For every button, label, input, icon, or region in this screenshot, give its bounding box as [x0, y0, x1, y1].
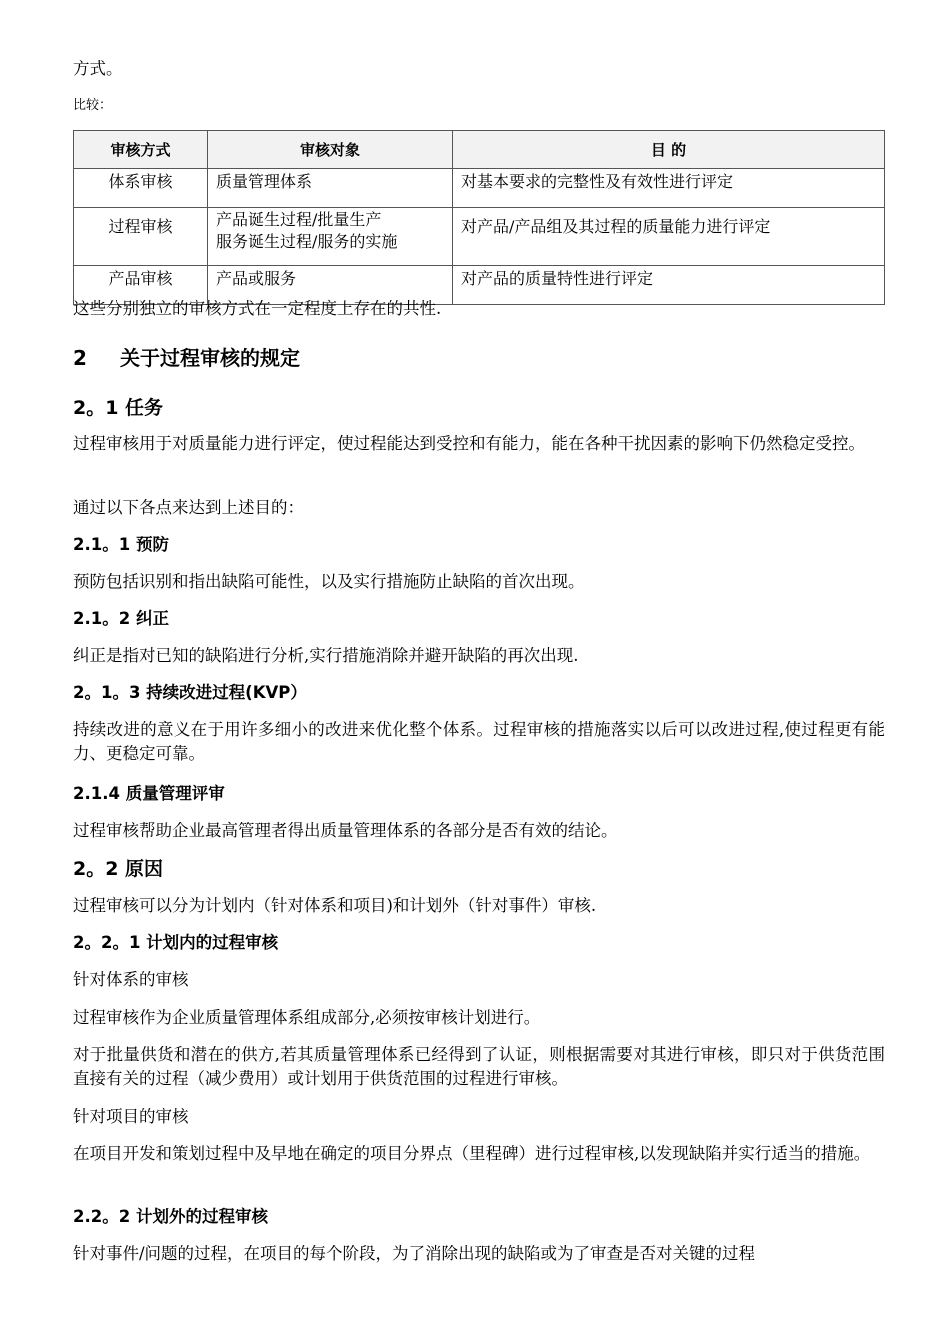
section-number: 2 [73, 346, 87, 370]
paragraph: 通过以下各点来达到上述目的： [73, 498, 304, 517]
paragraph: 过程审核作为企业质量管理体系组成部分,必须按审核计划进行。 [73, 1008, 541, 1027]
heading-2-1-2: 2.1。2 纠正 [73, 609, 169, 628]
paragraph: 在项目开发和策划过程中及早地在确定的项目分界点（里程碑）进行过程审核,以发现缺陷并实行适当的措施。 [73, 1144, 871, 1163]
audit-comparison-table [73, 130, 885, 305]
cell-object-line: 产品诞生过程/批量生产 [216, 210, 382, 229]
header-audit-method: 审核方式 [74, 131, 208, 169]
table-row [74, 208, 885, 266]
heading-2-2: 2。2 原因 [73, 858, 164, 880]
heading-2-2-2: 2.2。2 计划外的过程审核 [73, 1207, 268, 1226]
paragraph: 过程审核帮助企业最高管理者得出质量管理体系的各部分是否有效的结论。 [73, 821, 618, 840]
paragraph: 针对事件/问题的过程，在项目的每个阶段，为了消除出现的缺陷或为了审查是否对关键的过程 [73, 1244, 756, 1263]
table-header-row [74, 131, 885, 169]
heading-2-1-1: 2.1。1 预防 [73, 535, 169, 554]
cell-method: 产品审核 [74, 266, 208, 305]
cell-object: 产品或服务 [208, 266, 453, 305]
paragraph: 过程审核用于对质量能力进行评定，使过程能达到受控和有能力，能在各种干扰因素的影响下仍然稳定受控。 [73, 434, 865, 453]
heading-2-2-1: 2。2。1 计划内的过程审核 [73, 933, 279, 952]
paragraph: 对于批量供货和潜在的供方,若其质量管理体系已经得到了认证，则根据需要对其进行审核，即只对于供货范围直接有关的过程（减少费用）或计划用于供货范围的过程进行审核。 [73, 1045, 885, 1088]
compare-label: 比较： [73, 98, 113, 113]
header-purpose: 目 的 [453, 131, 885, 169]
heading-2-1-3: 2。1。3 持续改进过程(KVP） [73, 683, 307, 702]
cell-method: 过程审核 [74, 208, 208, 266]
cell-object-line: 服务诞生过程/服务的实施 [216, 232, 398, 251]
after-table-text: 这些分别独立的审核方式在一定程度上存在的共性. [73, 299, 442, 318]
paragraph: 过程审核可以分为计划内（针对体系和项目)和计划外（针对事件）审核. [73, 896, 597, 915]
header-audit-object: 审核对象 [208, 131, 453, 169]
paragraph: 预防包括识别和指出缺陷可能性，以及实行措施防止缺陷的首次出现。 [73, 572, 585, 591]
cell-object: 质量管理体系 [208, 169, 453, 208]
section-title: 关于过程审核的规定 [120, 346, 300, 370]
sub-label: 针对项目的审核 [73, 1107, 189, 1126]
cell-purpose: 对基本要求的完整性及有效性进行评定 [453, 169, 885, 208]
sub-label: 针对体系的审核 [73, 970, 189, 989]
cell-purpose: 对产品的质量特性进行评定 [453, 266, 885, 305]
intro-line: 方式。 [73, 59, 123, 78]
cell-purpose: 对产品/产品组及其过程的质量能力进行评定 [453, 208, 885, 266]
paragraph: 持续改进的意义在于用许多细小的改进来优化整个体系。过程审核的措施落实以后可以改进过程,使过程更有能力、更稳定可靠。 [73, 720, 885, 763]
heading-2-1: 2。1 任务 [73, 397, 164, 419]
cell-object [208, 208, 453, 266]
cell-method: 体系审核 [74, 169, 208, 208]
table-row [74, 169, 885, 208]
heading-2-1-4: 2.1.4 质量管理评审 [73, 784, 225, 803]
section-2-heading [73, 344, 885, 372]
paragraph: 纠正是指对已知的缺陷进行分析,实行措施消除并避开缺陷的再次出现. [73, 646, 579, 665]
